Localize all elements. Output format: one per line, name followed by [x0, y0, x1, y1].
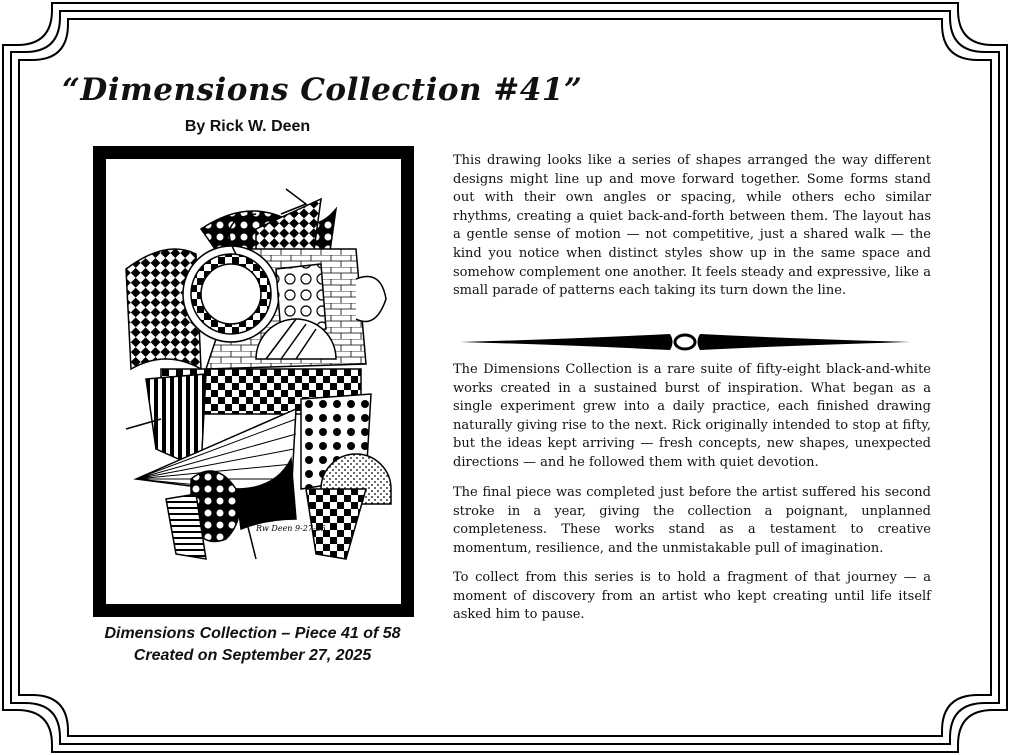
- artwork-signature: Rw Deen 9-27-25: [256, 524, 326, 533]
- description-paragraph: This drawing looks like a series of shapes arranged the way different designs might line up and move forward together. Some forms stand out with their own angles or spacing, while others echo similar rhythms, creating a quiet back-and-forth between them. The layout has a gentle sense of motion — not competitive, just a shared walk — the kind you notice when distinct styles show up in the same space and somehow complement one another. It feels steady and expressive, like a small parade of patterns each taking its turn down the line.: [453, 153, 931, 299]
- artwork-image: [106, 159, 401, 604]
- final-piece-paragraph: The final piece was completed just before the artist suffered his second stroke in a year, giving the collection a poignant, unplanned completeness. These works stand as a testament to creative momentum, resilience, and the unmistakable pull of imagination.: [453, 485, 931, 556]
- ornamental-divider: [460, 329, 910, 355]
- artwork-frame: [93, 146, 414, 617]
- caption-piece-number: Dimensions Collection – Piece 41 of 58: [104, 625, 401, 642]
- artwork-caption: [80, 623, 425, 667]
- page-title: “Dimensions Collection #41”: [62, 72, 583, 108]
- artist-byline: By Rick W. Deen: [184, 118, 311, 135]
- collection-paragraph: The Dimensions Collection is a rare suite of fifty-eight black-and-white works created in a sustained burst of inspiration. What began as a single experiment grew into a daily practice, each finished drawing naturally giving rise to the next. Rick originally intended to stop at fifty, but the ideas kept arriving — fresh concepts, new shapes, unexpected directions — and he followed them with quiet devotion.: [453, 362, 931, 470]
- collect-paragraph: To collect from this series is to hold a fragment of that journey — a moment of discovery from an artist who kept creating until life itself asked him to pause.: [453, 570, 931, 623]
- abstract-drawing-icon: [106, 159, 401, 604]
- caption-date: Created on September 27, 2025: [133, 647, 372, 664]
